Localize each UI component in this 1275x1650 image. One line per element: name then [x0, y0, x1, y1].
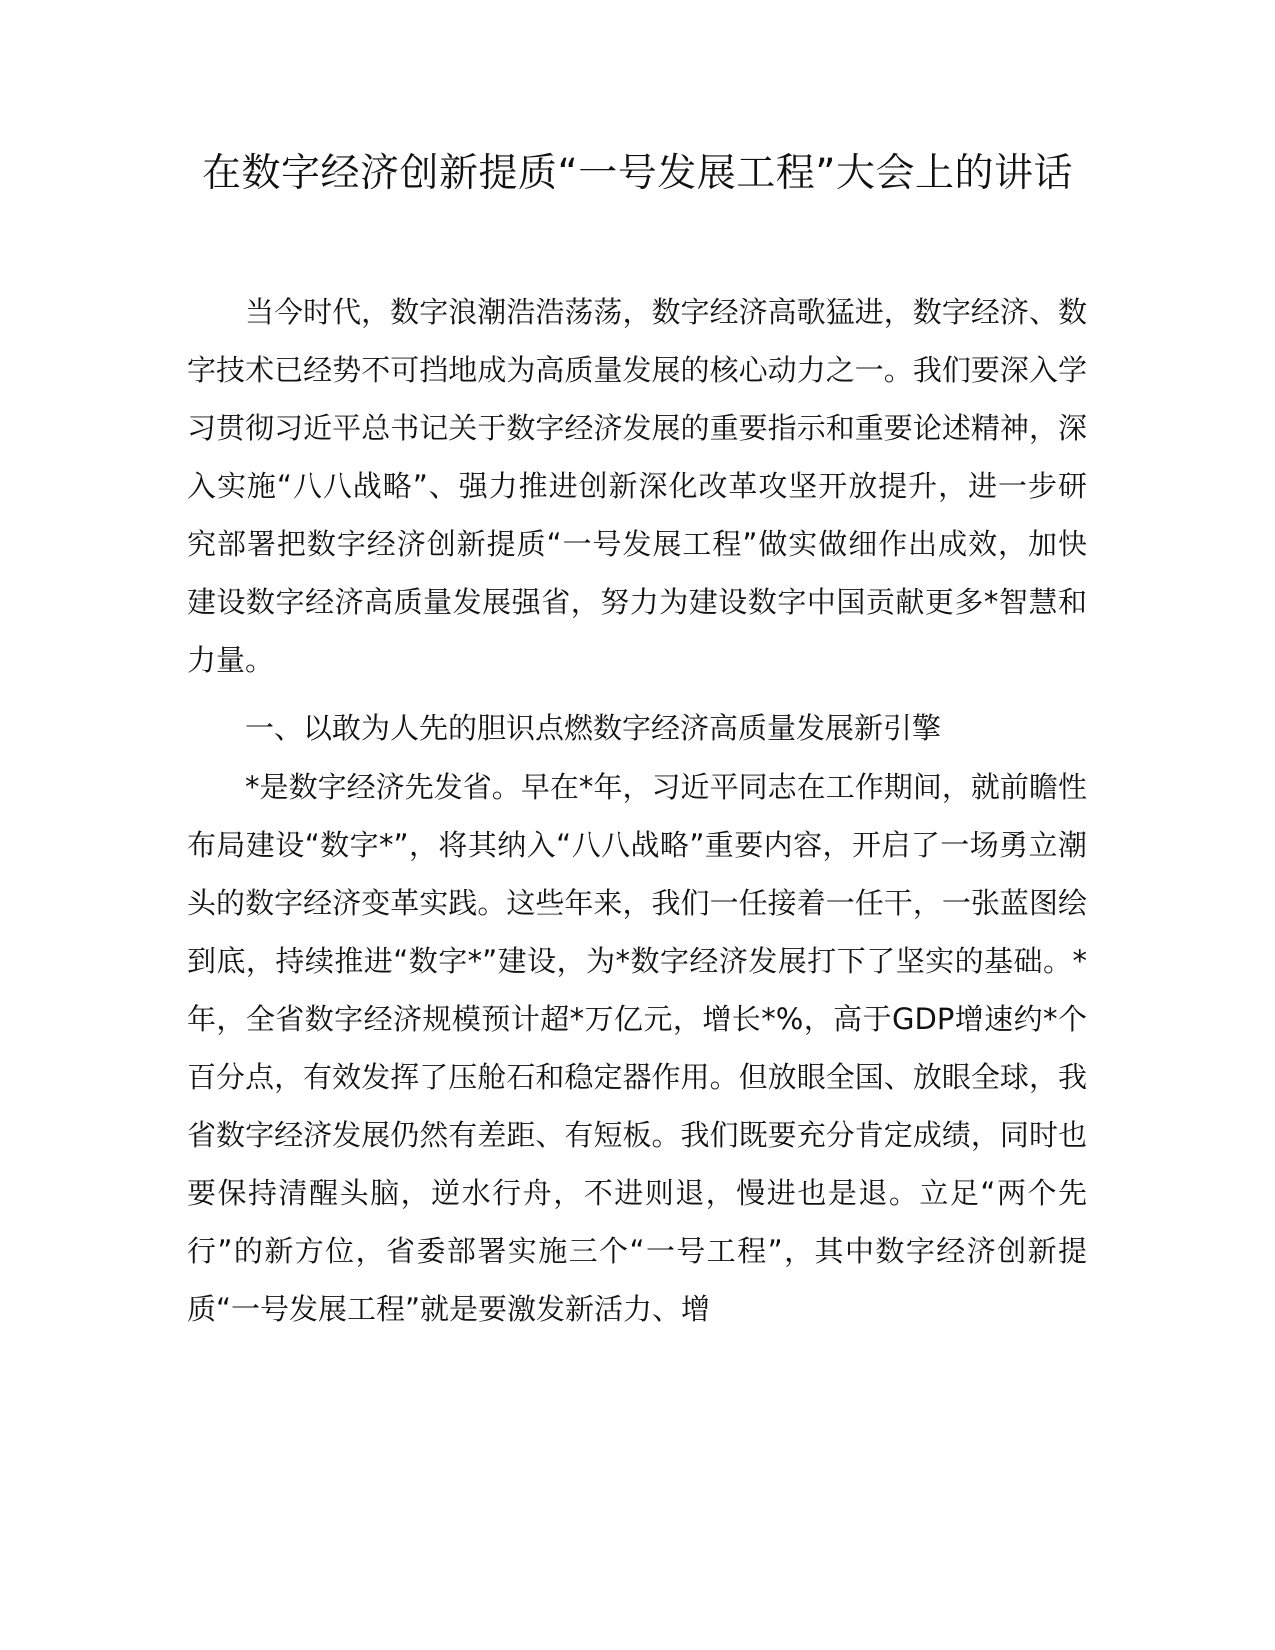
- document-title: 在数字经济创新提质“一号发展工程”大会上的讲话: [202, 151, 1073, 196]
- intro-paragraph: 当今时代，数字浪潮浩浩荡荡，数字经济高歌猛进，数字经济、数字技术已经势不可挡地成为高质量发展的核心动力之一。我们要深入学习贯彻习近平总书记关于数字经济发展的重要指示和重要论述精神，深入实施“八八战略”、强力推进创新深化改革攻坚开放提升，进一步研究部署把数字经济创新提质“一号发展工程”做实做细作出成效，加快建设数字经济高质量发展强省，努力为建设数字中国贡献更多*智慧和力量。: [187, 295, 1087, 677]
- section-1-paragraph: *是数字经济先发省。早在*年，习近平同志在工作期间，就前瞻性布局建设“数字*”，将其纳入“八八战略”重要内容，开启了一场勇立潮头的数字经济变革实践。这些年来，我们一任接着一任干，一张蓝图绘到底，持续推进“数字*”建设，为*数字经济发展打下了坚实的基础。*年，全省数字经济规模预计超*万亿元，增长*%，高于GDP增速约*个百分点，有效发挥了压舱石和稳定器作用。但放眼全国、放眼全球，我省数字经济发展仍然有差距、有短板。我们既要充分肯定成绩，同时也要保持清醒头脑，逆水行舟，不进则退，慢进也是退。立足“两个先行”的新方位，省委部署实施三个“一号工程”，其中数字经济创新提质“一号发展工程”就是要激发新活力、增: [187, 770, 1087, 1326]
- section-heading-1: 一、以敢为人先的胆识点燃数字经济高质量发展新引擎: [245, 711, 942, 745]
